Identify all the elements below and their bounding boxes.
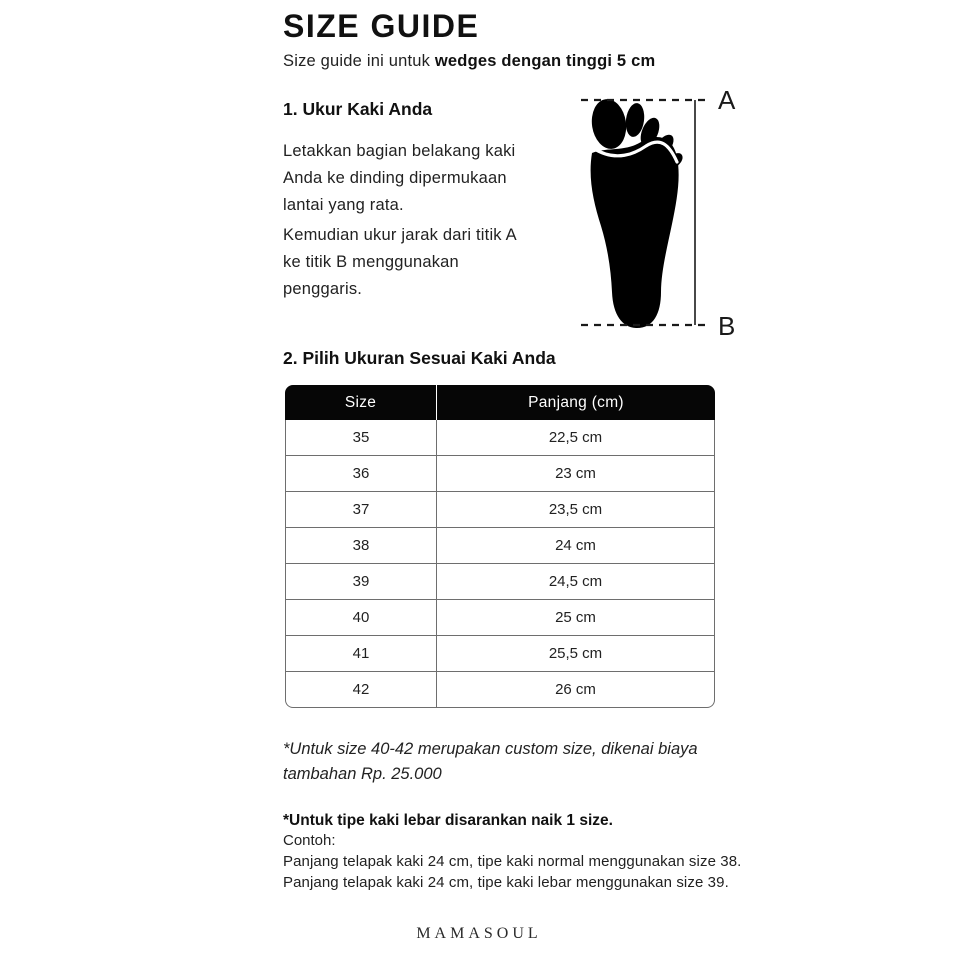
table-header-row bbox=[285, 385, 715, 420]
column-header-size: Size bbox=[285, 385, 437, 420]
size-chart-table bbox=[285, 385, 715, 708]
panjang-cell: 23,5 cm bbox=[437, 492, 715, 528]
foot-measurement-diagram bbox=[578, 85, 750, 347]
point-a-label: A bbox=[718, 85, 736, 115]
panjang-cell: 26 cm bbox=[437, 672, 715, 708]
size-cell: 39 bbox=[285, 564, 437, 600]
panjang-cell: 24 cm bbox=[437, 528, 715, 564]
foot-sole-icon bbox=[589, 97, 686, 328]
wide-feet-note: *Untuk tipe kaki lebar disarankan naik 1 size. bbox=[283, 812, 613, 829]
size-cell: 36 bbox=[285, 456, 437, 492]
example-line-wide: Panjang telapak kaki 24 cm, tipe kaki lebar menggunakan size 39. bbox=[283, 874, 729, 891]
table-row bbox=[285, 420, 715, 456]
column-header-panjang: Panjang (cm) bbox=[437, 385, 715, 420]
table-row bbox=[285, 600, 715, 636]
panjang-cell: 25,5 cm bbox=[437, 636, 715, 672]
size-cell: 42 bbox=[285, 672, 437, 708]
section-2-heading: 2. Pilih Ukuran Sesuai Kaki Anda bbox=[283, 348, 556, 368]
table-row bbox=[285, 564, 715, 600]
page-subtitle bbox=[283, 52, 655, 71]
example-line-normal: Panjang telapak kaki 24 cm, tipe kaki normal menggunakan size 38. bbox=[283, 853, 742, 870]
subtitle-prefix: Size guide ini untuk bbox=[283, 52, 435, 70]
point-b-label: B bbox=[718, 311, 736, 341]
measure-instruction-1: Letakkan bagian belakang kaki Anda ke dinding dipermukaan lantai yang rata. bbox=[283, 142, 516, 214]
size-cell: 35 bbox=[285, 420, 437, 456]
panjang-cell: 24,5 cm bbox=[437, 564, 715, 600]
measure-instruction-2: Kemudian ukur jarak dari titik A ke titik B menggunakan penggaris. bbox=[283, 226, 516, 298]
table-row bbox=[285, 492, 715, 528]
page-title: SIZE GUIDE bbox=[283, 8, 480, 44]
table-row bbox=[285, 456, 715, 492]
table-row bbox=[285, 672, 715, 708]
section-1-heading: 1. Ukur Kaki Anda bbox=[283, 99, 433, 119]
panjang-cell: 25 cm bbox=[437, 600, 715, 636]
example-label: Contoh: bbox=[283, 832, 336, 849]
custom-size-note: *Untuk size 40-42 merupakan custom size, dikenai biaya tambahan Rp. 25.000 bbox=[283, 740, 698, 783]
table-row bbox=[285, 528, 715, 564]
size-cell: 40 bbox=[285, 600, 437, 636]
panjang-cell: 23 cm bbox=[437, 456, 715, 492]
size-cell: 41 bbox=[285, 636, 437, 672]
panjang-cell: 22,5 cm bbox=[437, 420, 715, 456]
table-row bbox=[285, 636, 715, 672]
subtitle-highlight: wedges dengan tinggi 5 cm bbox=[434, 52, 656, 70]
size-cell: 37 bbox=[285, 492, 437, 528]
size-cell: 38 bbox=[285, 528, 437, 564]
brand-logo: MAMASOUL bbox=[416, 925, 542, 942]
